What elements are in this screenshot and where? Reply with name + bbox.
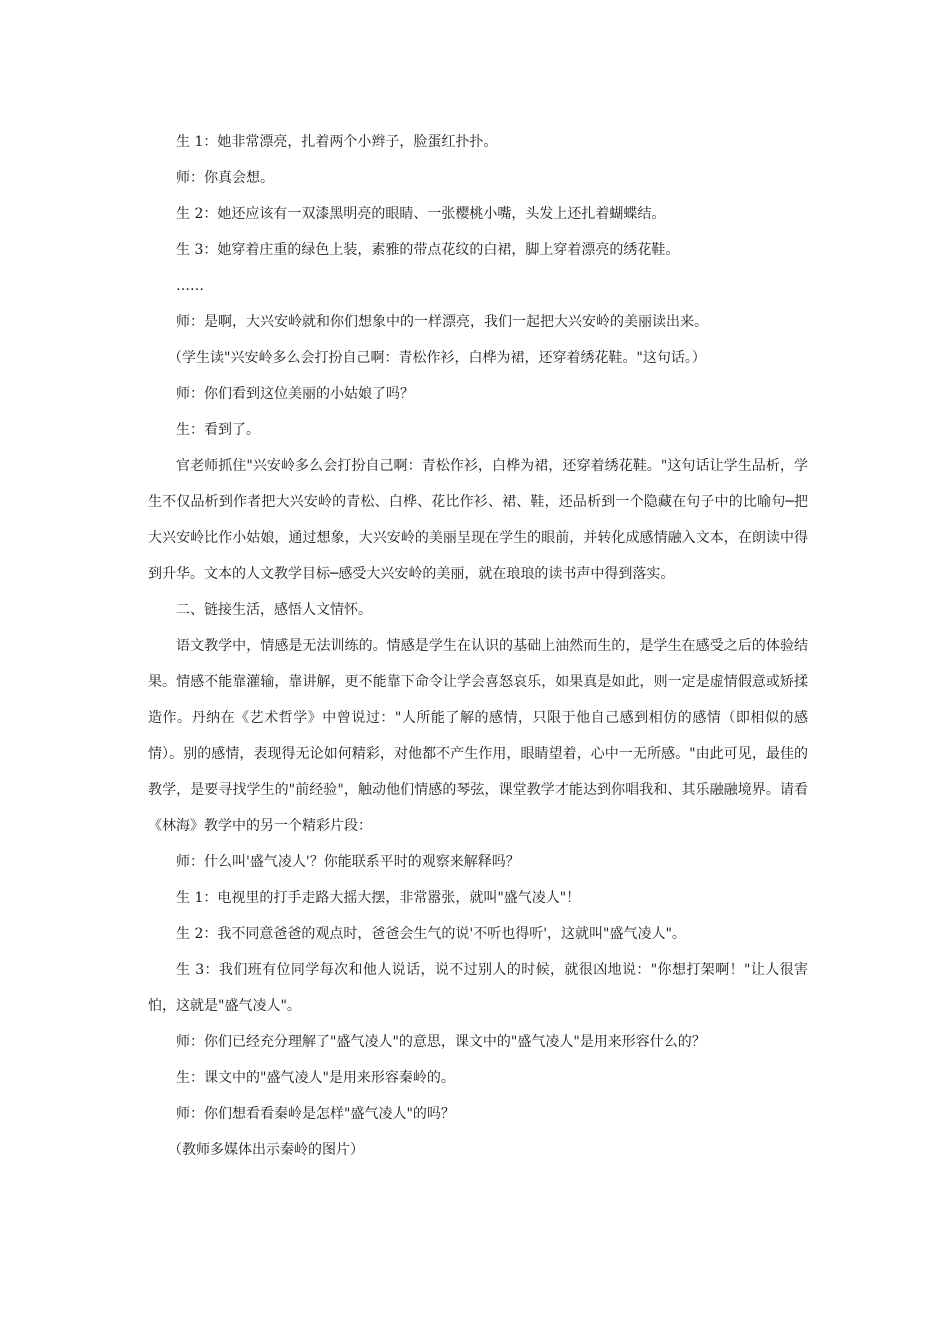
dialogue-line: 生 1：电视里的打手走路大摇大摆，非常嚣张，就叫"盛气凌人"！: [176, 890, 581, 906]
dialogue-paragraph: 生 3：我们班有位同学每次和他人说话，说不过别人的时候，就很凶地说："你想打架啊！"让人很害怕，这就是"盛气凌人"。: [148, 962, 808, 1014]
dialogue-line: 师：什么叫'盛气凌人'？你能联系平时的观察来解释吗？: [176, 854, 520, 870]
dialogue-line: 师：你们看到这位美丽的小姑娘了吗？: [176, 386, 414, 402]
section-heading: 二、链接生活，感悟人文情怀。: [176, 602, 372, 618]
dialogue-line: 生 3：她穿着庄重的绿色上装，素雅的带点花纹的白裙，脚上穿着漂亮的绣花鞋。: [176, 242, 680, 258]
dialogue-line: 生 2：我不同意爸爸的观点时，爸爸会生气的说'不听也得听'，这就叫"盛气凌人"。: [176, 926, 686, 942]
dialogue-line: 师：你们想看看秦岭是怎样"盛气凌人"的吗？: [176, 1106, 455, 1122]
dialogue-line: 师：你们已经充分理解了"盛气凌人"的意思，课文中的"盛气凌人"是用来形容什么的？: [176, 1034, 706, 1050]
dialogue-line: 生 2：她还应该有一双漆黑明亮的眼睛、一张樱桃小嘴，头发上还扎着蝴蝶结。: [176, 206, 666, 222]
stage-direction: （学生读"兴安岭多么会打扮自己啊：青松作衫，白桦为裙，还穿着绣花鞋。"这句话。）: [168, 350, 706, 366]
body-paragraph: 语文教学中，情感是无法训练的。情感是学生在认识的基础上油然而生的，是学生在感受之后的体验结果。情感不能靠灌输，靠讲解，更不能靠下命令让学会喜怒哀乐，如果真是如此，则一定是虚情假意或矫揉造作。丹纳在《艺术哲学》中曾说过："人所能了解的感情，只限于他自己感到相仿的感情（即相似的感情）。别的感情，表现得无论如何精彩，对他都不产生作用，眼睛望着，心中一无所感。"由此可见，最佳的教学，是要寻找学生的"前经验"，触动他们情感的琴弦，课堂教学才能达到你唱我和、其乐融融境界。请看《林海》教学中的另一个精彩片段：: [148, 638, 808, 834]
dialogue-line: 师：是啊，大兴安岭就和你们想象中的一样漂亮，我们一起把大兴安岭的美丽读出来。: [176, 314, 708, 330]
ellipsis-line: ……: [176, 278, 204, 294]
dialogue-line: 生：课文中的"盛气凌人"是用来形容秦岭的。: [176, 1070, 455, 1086]
dialogue-line: 师：你真会想。: [176, 170, 274, 186]
stage-direction: （教师多媒体出示秦岭的图片）: [168, 1142, 364, 1158]
analysis-paragraph: 官老师抓住"兴安岭多么会打扮自己啊：青松作衫，白桦为裙，还穿着绣花鞋。"这句话让学生品析，学生不仅品析到作者把大兴安岭的青松、白桦、花比作衫、裙、鞋，还品析到一个隐藏在句子中的比喻句─把大兴安岭比作小姑娘，通过想象，大兴安岭的美丽呈现在学生的眼前，并转化成感情融入文本，在朗读中得到升华。文本的人文教学目标─感受大兴安岭的美丽，就在琅琅的读书声中得到落实。: [148, 458, 808, 582]
dialogue-line: 生：看到了。: [176, 422, 260, 438]
document-body: [148, 124, 808, 1168]
dialogue-line: 生 1：她非常漂亮，扎着两个小辫子，脸蛋红扑扑。: [176, 134, 498, 150]
